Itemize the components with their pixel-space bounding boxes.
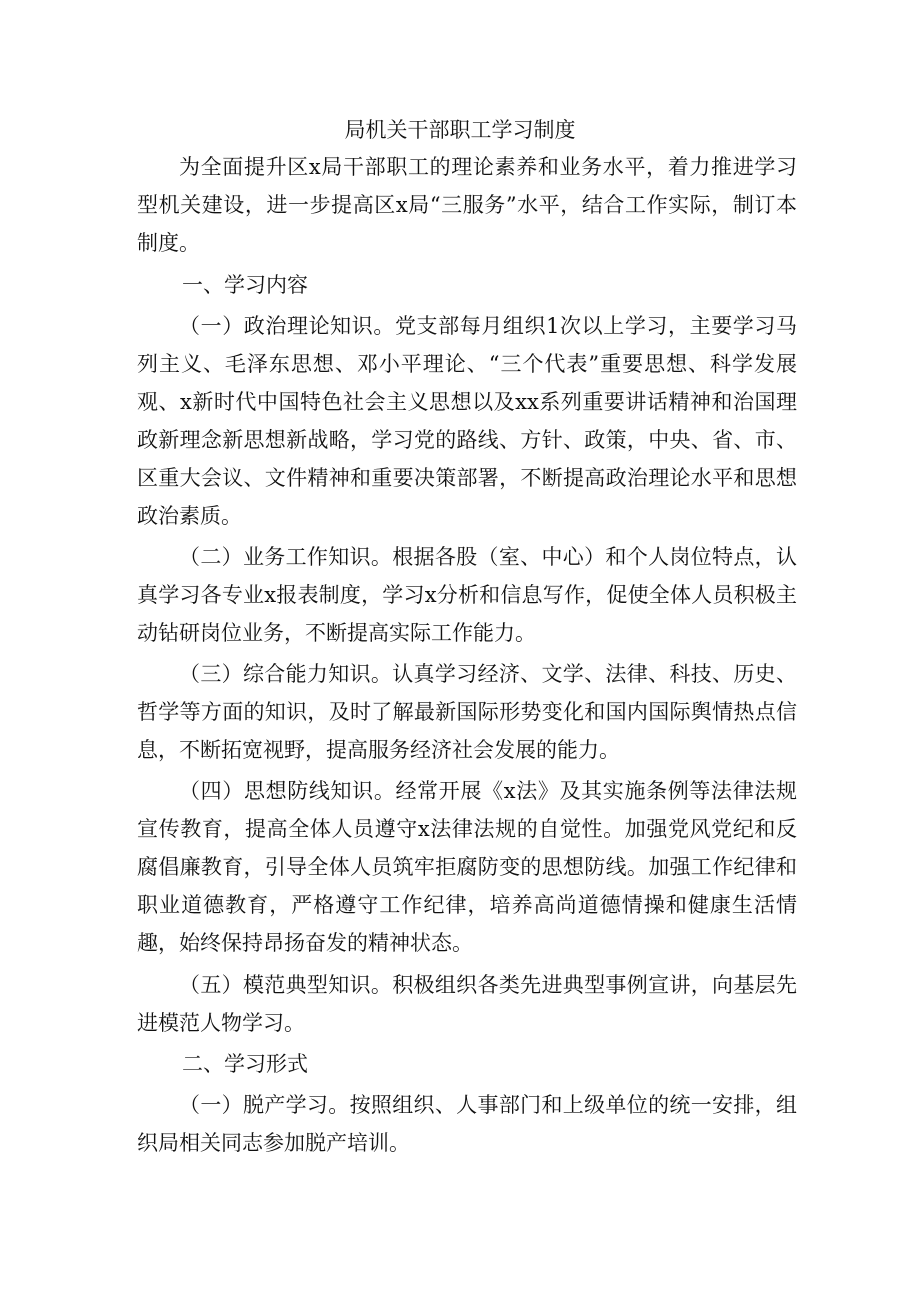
section2-item-1: （一）脱产学习。按照组织、人事部门和上级单位的统一安排，组织局相关同志参加脱产培训。 bbox=[137, 1093, 797, 1155]
section1-item-4: （四）思想防线知识。经常开展《x法》及其实施条例等法律法规宣传教育，提高全体人员遵守x法律法规的自觉性。加强党风党纪和反腐倡廉教育，引导全体人员筑牢拒腐防变的思想防线。加强工作纪律和职业道德教育，严格遵守工作纪律，培养高尚道德情操和健康生活情趣，始终保持昂扬奋发的精神状态。 bbox=[137, 779, 797, 955]
section1-item-2: （二）业务工作知识。根据各股（室、中心）和个人岗位特点，认真学习各专业x报表制度，学习x分析和信息写作，促使全体人员积极主动钻研岗位业务，不断提高实际工作能力。 bbox=[137, 545, 797, 645]
section1-item-1: （一）政治理论知识。党支部每月组织1次以上学习，主要学习马列主义、毛泽东思想、邓小平理论、“三个代表”重要思想、科学发展观、x新时代中国特色社会主义思想以及xx系列重要讲话精神和治国理政新理念新思想新战略，学习党的路线、方针、政策，中央、省、市、区重大会议、文件精神和重要决策部署，不断提高政治理论水平和思想政治素质。 bbox=[137, 314, 797, 528]
document-title: 局机关干部职工学习制度 bbox=[344, 118, 576, 142]
intro-paragraph: 为全面提升区x局干部职工的理论素养和业务水平，着力推进学习型机关建设，进一步提高区x局“三服务”水平，结合工作实际，制订本制度。 bbox=[137, 155, 797, 255]
section-heading-content: 一、学习内容 bbox=[182, 273, 308, 297]
section-heading-form: 二、学习形式 bbox=[182, 1052, 308, 1076]
section1-item-5: （五）模范典型知识。积极组织各类先进典型事例宣讲，向基层先进模范人物学习。 bbox=[137, 973, 797, 1035]
section1-item-3: （三）综合能力知识。认真学习经济、文学、法律、科技、历史、哲学等方面的知识，及时了解最新国际形势变化和国内国际舆情热点信息，不断拓宽视野，提高服务经济社会发展的能力。 bbox=[137, 662, 797, 762]
